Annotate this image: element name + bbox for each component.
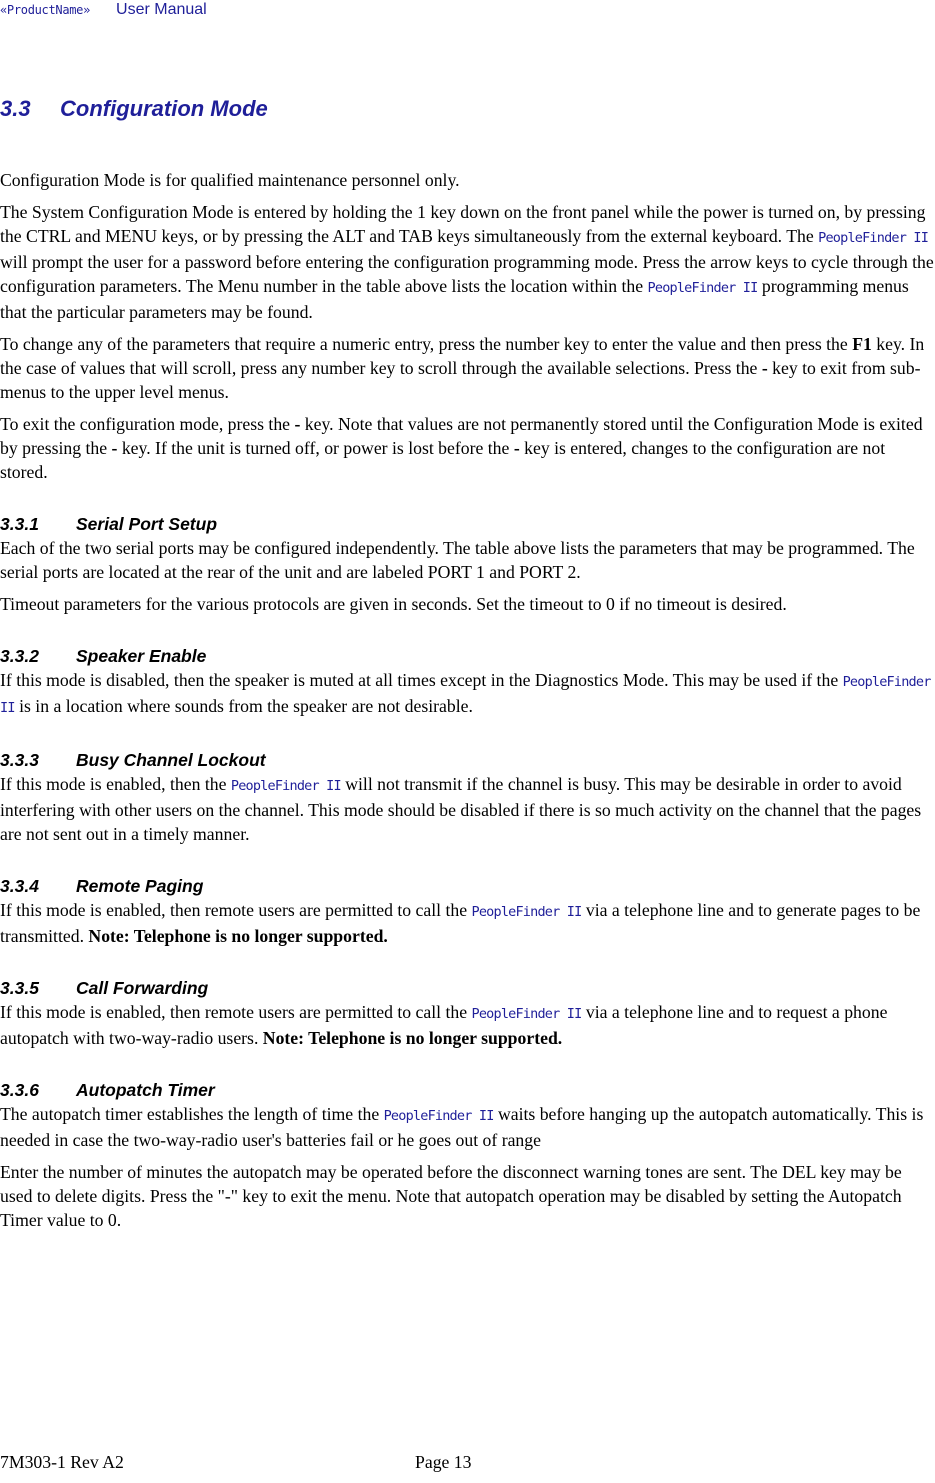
product-name: PeopleFinder II: [0, 674, 931, 716]
subsection-heading: 3.3.1 Serial Port Setup: [0, 514, 218, 534]
subsection-heading: 3.3.6 Autopatch Timer: [0, 1080, 215, 1100]
key-name: -: [761, 358, 768, 378]
key-name: -: [513, 438, 520, 458]
body-paragraph: If this mode is enabled, then remote users are permitted to call the PeopleFinder II via a telephone line and to generate pages to be transmitted. Note: Telephone is no longer supported.: [0, 900, 921, 946]
product-name: PeopleFinder II: [647, 280, 758, 296]
body-paragraph: Each of the two serial ports may be configured independently. The table above lists the parameters that may be programmed. The serial ports are located at the rear of the unit and are labeled PORT 1 and PORT 2.: [0, 538, 915, 582]
page-header: [0, 0, 207, 20]
note-text: Note: Telephone is no longer supported.: [262, 1028, 563, 1048]
product-name-field: «ProductName»: [0, 3, 91, 17]
subsection-heading: 3.3.5 Call Forwarding: [0, 978, 209, 998]
key-name: -: [111, 438, 118, 458]
key-name: -: [294, 414, 301, 434]
document-id: 7M303-1 Rev A2: [0, 1452, 124, 1472]
section-heading: [0, 96, 268, 122]
product-name: PeopleFinder II: [471, 904, 582, 920]
intro-paragraph: To change any of the parameters that require a numeric entry, press the number key to enter the value and then press the F1 key. In the case of values that will scroll, press any number key to scroll through the available selections. Press the - key to exit from sub-menus to the upper level menus.: [0, 334, 925, 402]
key-name: F1: [852, 334, 872, 354]
body-paragraph: If this mode is disabled, then the speaker is muted at all times except in the Diagnostics Mode. This may be used if the PeopleFinder II is in a location where sounds from the speaker are not desirable.: [0, 670, 931, 716]
subsection-heading: 3.3.2 Speaker Enable: [0, 646, 207, 666]
intro-paragraph: Configuration Mode is for qualified maintenance personnel only.: [0, 170, 460, 190]
product-name: PeopleFinder II: [471, 1006, 582, 1022]
body-paragraph: Timeout parameters for the various protocols are given in seconds. Set the timeout to 0 if no timeout is desired.: [0, 594, 787, 614]
document-body: [0, 168, 935, 1240]
intro-paragraph: The System Configuration Mode is entered by holding the 1 key down on the front panel while the power is turned on, by pressing the CTRL and MENU keys, or by pressing the ALT and TAB keys simultaneously from the external keyboard. The PeopleFinder II will prompt the user for a password before entering the configuration programming mode. Press the arrow keys to cycle through the configuration parameters. The Menu number in the table above lists the location within the PeopleFinder II programming menus that the particular parameters may be found.: [0, 202, 934, 322]
product-name: PeopleFinder II: [383, 1108, 494, 1124]
section-title: Configuration Mode: [60, 96, 268, 121]
page-number: Page 13: [415, 1452, 472, 1472]
page-footer: [0, 1450, 935, 1474]
body-paragraph: The autopatch timer establishes the length of time the PeopleFinder II waits before hanging up the autopatch automatically. This is needed in case the two-way-radio user's batteries fail or he goes out of range: [0, 1104, 924, 1150]
section-number: 3.3: [0, 96, 31, 121]
product-name: PeopleFinder II: [818, 230, 929, 246]
intro-paragraph: To exit the configuration mode, press the - key. Note that values are not permanently stored until the Configuration Mode is exited by pressing the - key. If the unit is turned off, or power is lost before the - key is entered, changes to the configuration are not stored.: [0, 414, 923, 482]
body-paragraph: Enter the number of minutes the autopatch may be operated before the disconnect warning tones are sent. The DEL key may be used to delete digits. Press the "-" key to exit the menu. Note that autopatch operation may be disabled by setting the Autopatch Timer value to 0.: [0, 1162, 902, 1230]
body-paragraph: If this mode is enabled, then the PeopleFinder II will not transmit if the channel is busy. This may be desirable in order to avoid interfering with other users on the channel. This mode should be disabled if there is so much activity on the channel that the pages are not sent out in a timely manner.: [0, 774, 922, 844]
header-title: User Manual: [116, 1, 207, 18]
subsection-heading: 3.3.3 Busy Channel Lockout: [0, 750, 266, 770]
product-name: PeopleFinder II: [230, 778, 341, 794]
body-paragraph: If this mode is enabled, then remote users are permitted to call the PeopleFinder II via a telephone line and to request a phone autopatch with two-way-radio users. Note: Telephone is no longer supported.: [0, 1002, 888, 1048]
note-text: Note: Telephone is no longer supported.: [88, 926, 388, 946]
subsection-heading: 3.3.4 Remote Paging: [0, 876, 204, 896]
